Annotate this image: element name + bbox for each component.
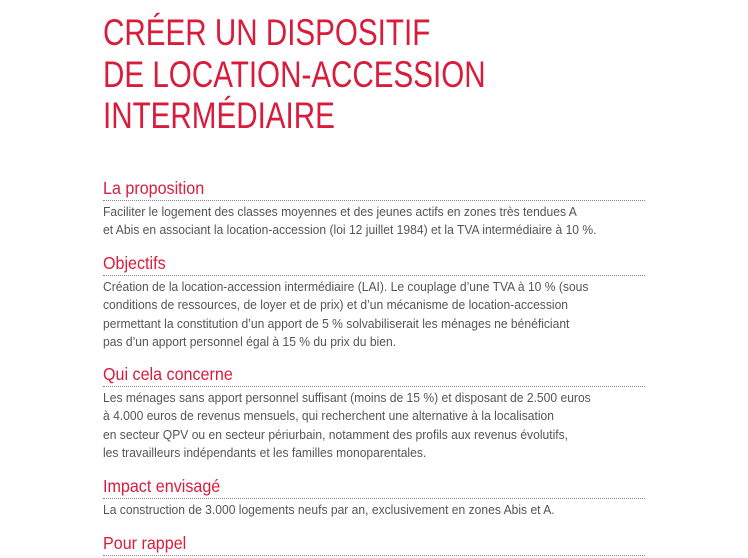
body-line: conditions de ressources, de loyer et de prix) et d’un mécanisme de location-accession: [103, 297, 569, 313]
section-body: [103, 501, 645, 519]
section-body: [103, 389, 645, 462]
section-body: [103, 278, 645, 351]
title-line: INTERMÉDIAIRE: [103, 95, 335, 136]
dotted-divider: [103, 200, 645, 201]
section-objectifs: [103, 253, 645, 351]
dotted-divider: [103, 275, 645, 276]
section-heading: Qui cela concerne: [103, 364, 233, 384]
section-heading: Pour rappel: [103, 533, 187, 553]
body-line: Les ménages sans apport personnel suffisant (moins de 15 %) et disposant de 2.500 euros: [103, 390, 591, 405]
section-proposition: [103, 178, 645, 240]
dotted-divider: [103, 386, 645, 387]
section-qui-cela-concerne: [103, 364, 645, 462]
body-line: Création de la location-accession intermédiaire (LAI). Le couplage d’une TVA à 10 % (sous: [103, 279, 589, 294]
dotted-divider: [103, 498, 645, 499]
body-line: permettant la constitution d’un apport de 5 % solvabiliserait les ménages ne bénéficiant: [103, 315, 570, 331]
body-line: en secteur QPV ou en secteur périurbain, notamment des profils aux revenus évolutifs,: [103, 426, 569, 442]
body-line: à 4.000 euros de revenus mensuels, qui recherchent une alternative à la localisation: [103, 408, 554, 424]
section-body: [103, 203, 645, 240]
section-heading: Impact envisagé: [103, 476, 221, 496]
section-heading: La proposition: [103, 178, 205, 198]
title-line: DE LOCATION-ACCESSION: [103, 53, 486, 95]
title-line: CRÉER UN DISPOSITIF: [103, 12, 431, 53]
page-title: [103, 12, 486, 137]
body-line: Faciliter le logement des classes moyennes et des jeunes actifs en zones très tendues A: [103, 204, 577, 219]
body-line: les travailleurs indépendants et les familles monoparentales.: [103, 444, 427, 460]
section-impact: [103, 476, 645, 519]
section-heading: Objectifs: [103, 253, 166, 273]
section-pour-rappel: [103, 533, 645, 556]
body-line: La construction de 3.000 logements neufs par an, exclusivement en zones Abis et A.: [103, 502, 555, 517]
dotted-divider: [103, 555, 645, 556]
body-line: et Abis en associant la location-accession (loi 12 juillet 1984) et la TVA intermédiaire à 10 %.: [103, 222, 597, 238]
body-line: pas d’un apport personnel égal à 15 % du prix du bien.: [103, 333, 397, 349]
